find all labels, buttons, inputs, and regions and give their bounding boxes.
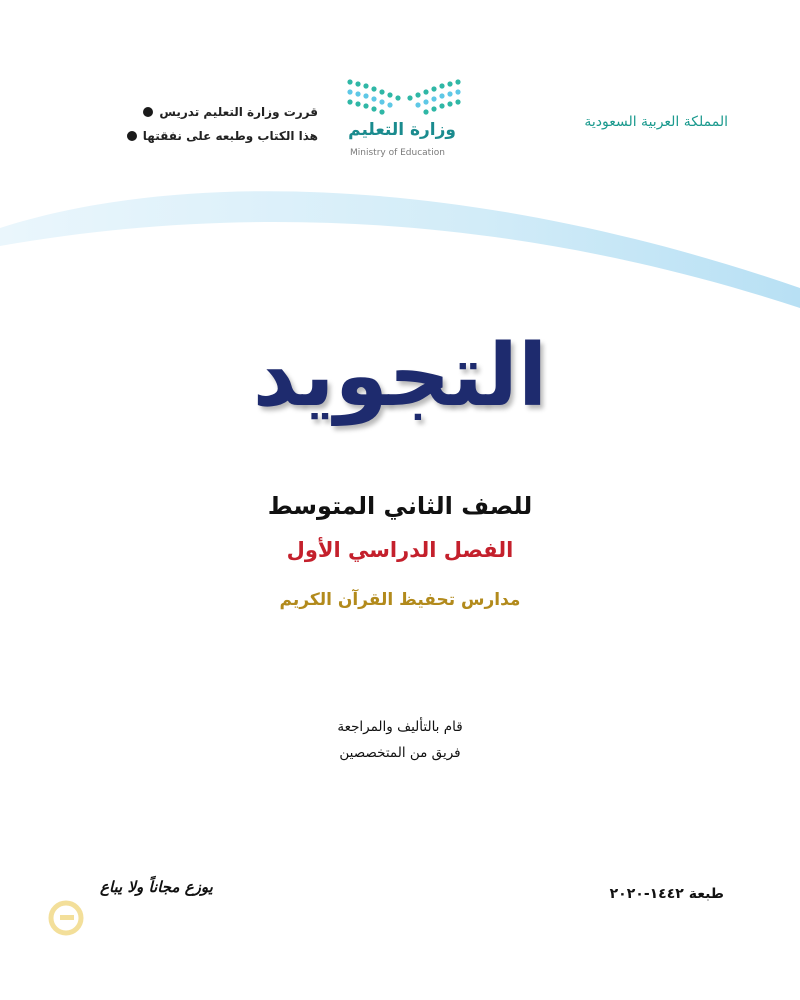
semester-subtitle: الفصل الدراسي الأول: [286, 538, 514, 562]
watermark-logo-icon: [46, 898, 86, 938]
ministry-dots-icon: [340, 76, 470, 120]
approval-notice: [88, 100, 318, 148]
credits-line-1: قام بالتأليف والمراجعة: [337, 719, 463, 735]
edition-label: طبعة ١٤٤٢-٢٠٢٠: [609, 886, 724, 902]
ministry-name-en: Ministry of Education: [350, 148, 445, 158]
credits: [0, 714, 800, 766]
decorative-swoosh: [0, 180, 800, 320]
approval-line-2-text: هذا الكتاب وطبعه على نفقتها: [142, 129, 318, 143]
ministry-logo: [340, 76, 470, 166]
approval-line-1-text: قررت وزارة التعليم تدريس: [159, 105, 318, 119]
kingdom-name: المملكة العربية السعودية: [584, 114, 728, 130]
schools-subtitle: مدارس تحفيظ القرآن الكريم: [279, 590, 521, 610]
approval-line: [88, 100, 318, 124]
ministry-name-ar: وزارة التعليم: [348, 120, 456, 140]
grade-subtitle: للصف الثاني المتوسط: [267, 492, 533, 520]
book-title: التجويد: [252, 326, 548, 426]
bullet-icon: [143, 107, 153, 117]
credits-line-2: فريق من المتخصصين: [339, 745, 461, 761]
bullet-icon: [127, 131, 137, 141]
free-distribution-label: يوزع مجاناً ولا يباع: [100, 878, 213, 896]
approval-line: [88, 124, 318, 148]
